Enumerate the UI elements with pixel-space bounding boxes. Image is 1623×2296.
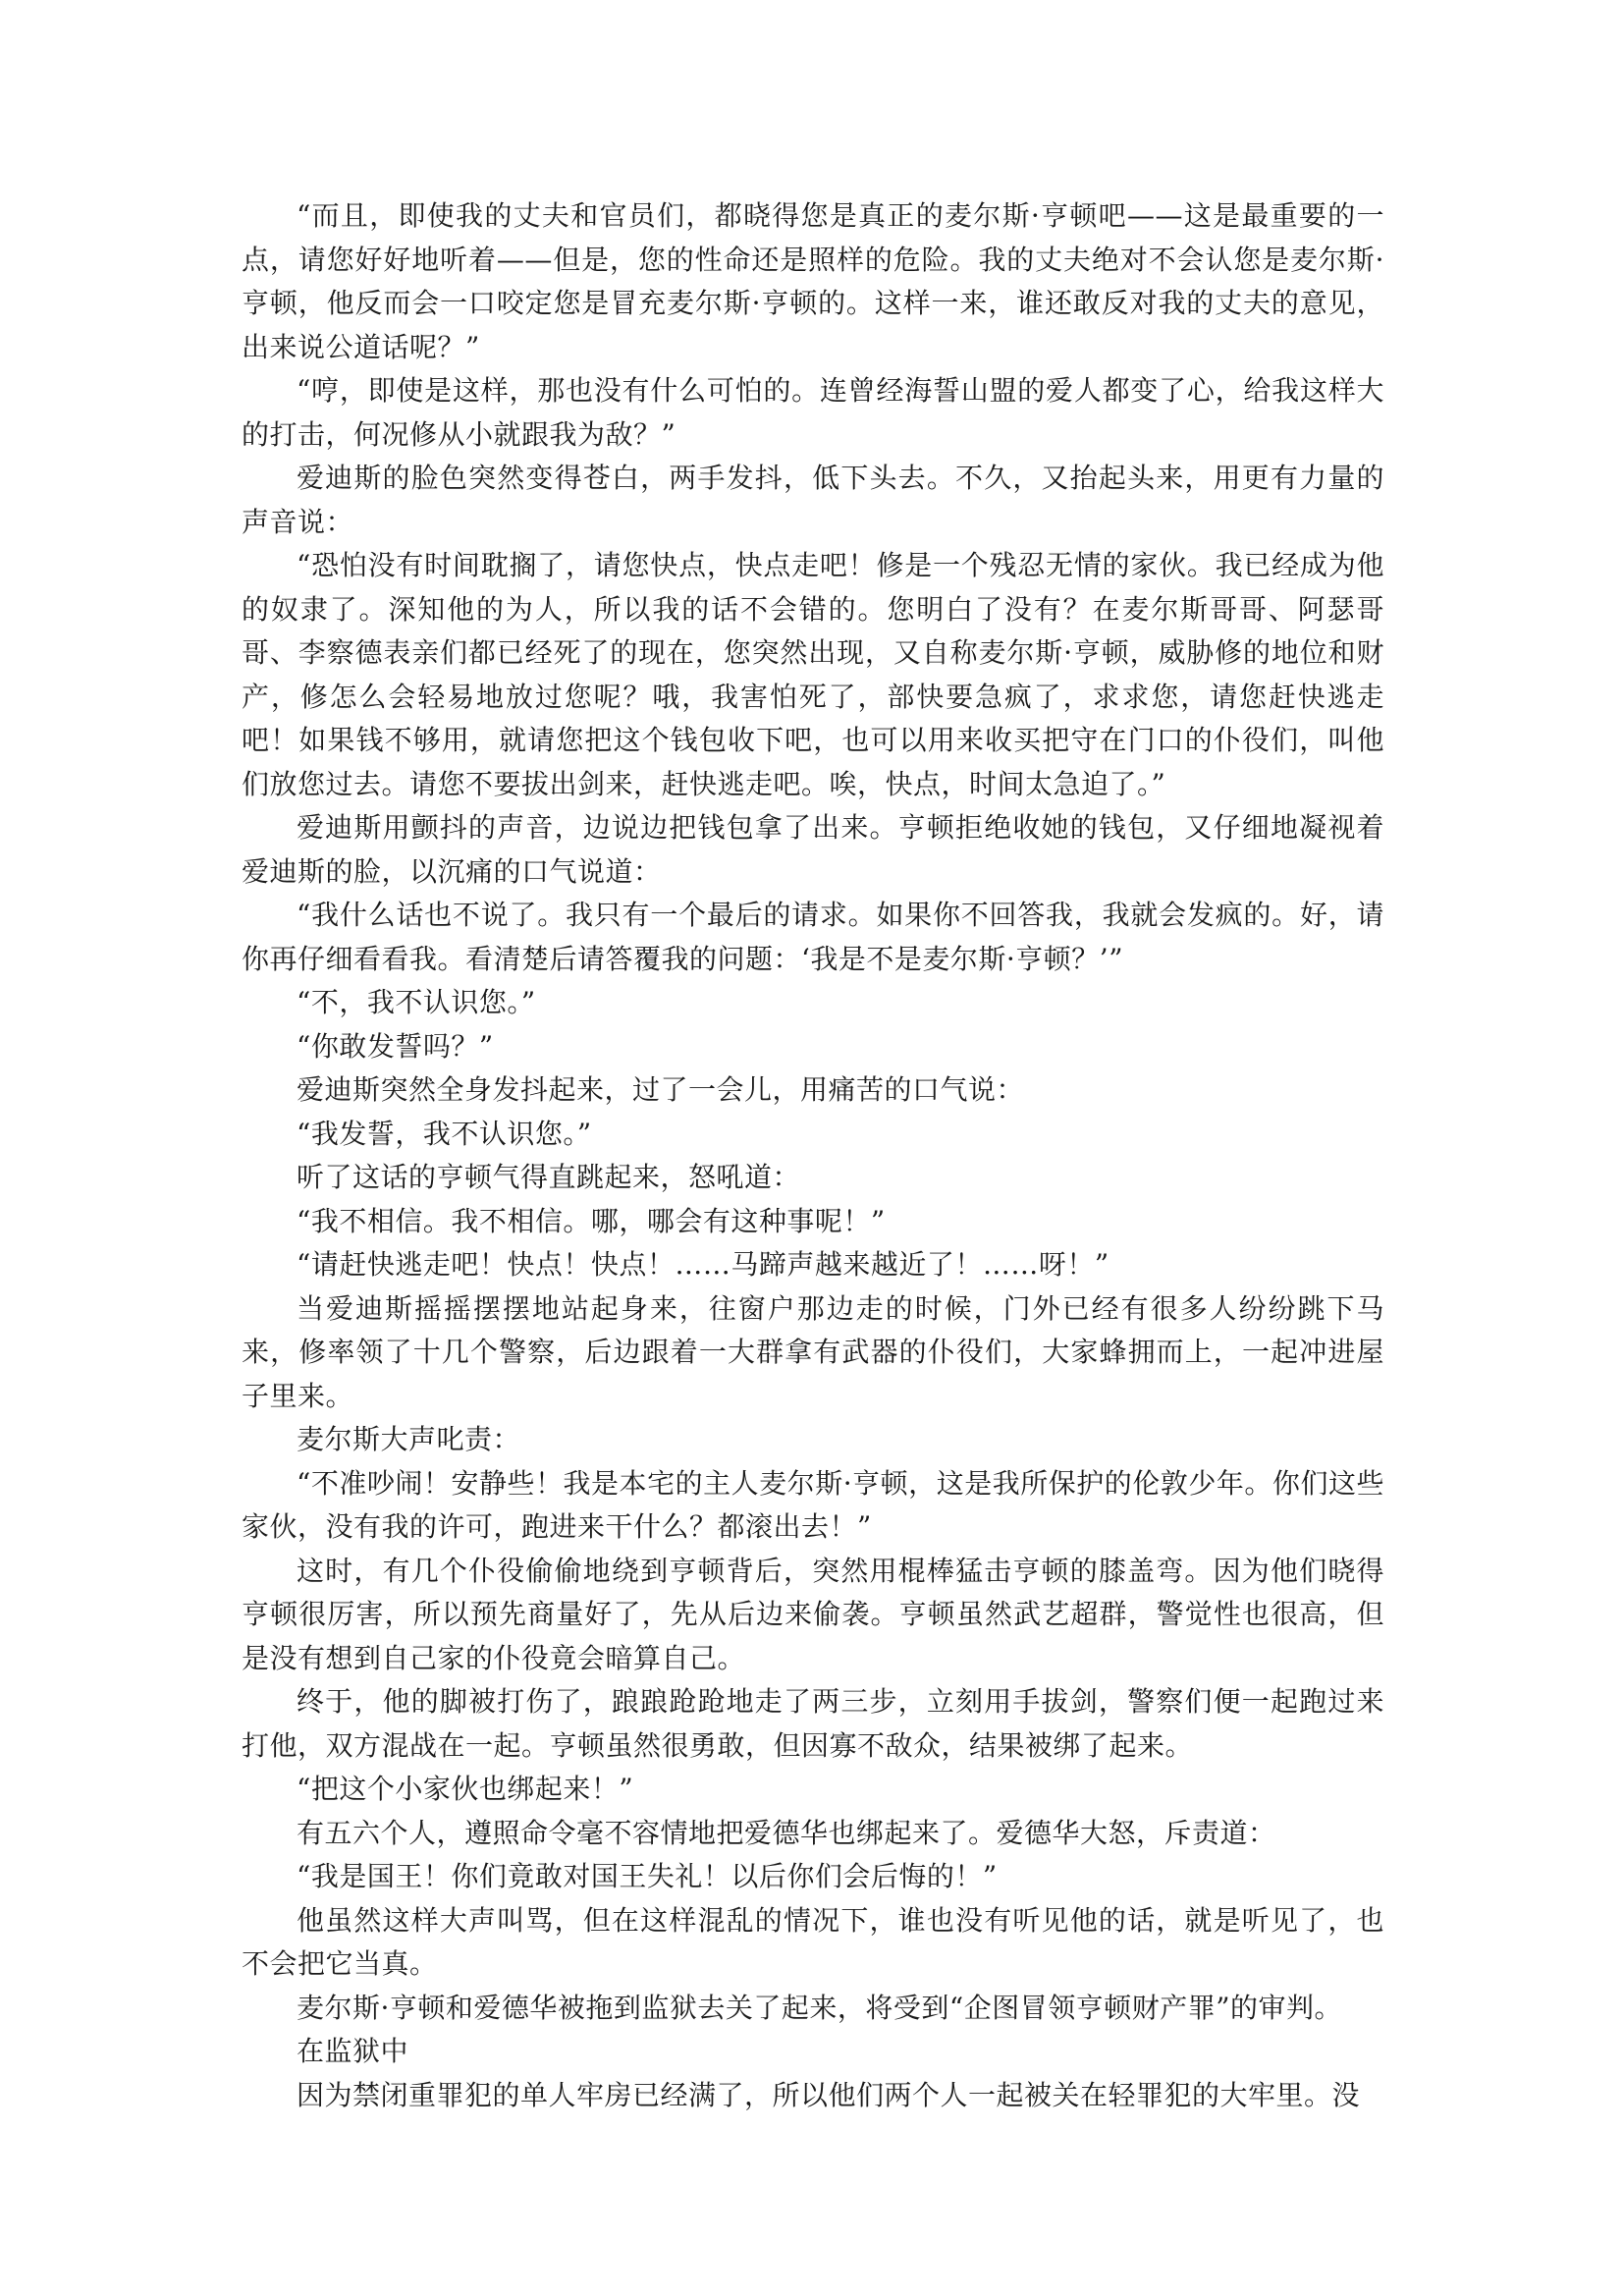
paragraph: 因为禁闭重罪犯的单人牢房已经满了，所以他们两个人一起被关在轻罪犯的大牢里。没 (297, 2078, 1361, 2111)
paragraph: “把这个小家伙也绑起来！” (297, 1773, 634, 1805)
section-heading: 在监狱中 (297, 2035, 409, 2067)
paragraph: 有五六个人，遵照命令毫不容情地把爱德华也绑起来了。爱德华大怒，斥责道： (297, 1816, 1276, 1849)
paragraph: 听了这话的亨顿气得直跳起来，怒吼道： (297, 1161, 801, 1193)
paragraph: 爱迪斯的脸色突然变得苍白，两手发抖，低下头去。不久，又抬起头来，用更有力量的声音说： (242, 462, 1384, 538)
paragraph: “而且，即使我的丈夫和官员们，都晓得您是真正的麦尔斯·亨顿吧——这是最重要的一点，请您好好地听着——但是，您的性命还是照样的危险。我的丈夫绝对不会认您是麦尔斯·亨顿，他反而会一口咬定您是冒充麦尔斯·亨顿的。这样一来，谁还敢反对我的丈夫的意见，出来说公道话呢？” (242, 199, 1384, 363)
paragraph: “我不相信。我不相信。哪，哪会有这种事呢！” (297, 1204, 886, 1237)
paragraph: “不，我不认识您。” (297, 986, 536, 1018)
paragraph: “哼，即使是这样，那也没有什么可怕的。连曾经海誓山盟的爱人都变了心，给我这样大的打击，何况修从小就跟我为敌？” (242, 374, 1384, 451)
paragraph: 麦尔斯大声叱责： (297, 1423, 521, 1455)
paragraph: “我发誓，我不认识您。” (297, 1117, 592, 1150)
paragraph: “恐怕没有时间耽搁了，请您快点，快点走吧！修是一个残忍无情的家伙。我已经成为他的奴隶了。深知他的为人，所以我的话不会错的。您明白了没有？在麦尔斯哥哥、阿瑟哥哥、李察德表亲们都已经死了的现在，您突然出现，又自称麦尔斯·亨顿，威胁修的地位和财产，修怎么会轻易地放过您呢？哦，我害怕死了，部快要急疯了，求求您，请您赶快逃走吧！如果钱不够用，就请您把这个钱包收下吧，也可以用来收买把守在门口的仆役们，叫他们放您过去。请您不要拔出剑来，赶快逃走吧。唉，快点，时间太急迫了。” (242, 549, 1384, 800)
paragraph: “你敢发誓吗？” (297, 1029, 494, 1063)
paragraph: 爱迪斯突然全身发抖起来，过了一会儿，用痛苦的口气说： (297, 1073, 1025, 1106)
paragraph: 麦尔斯·亨顿和爱德华被拖到监狱去关了起来，将受到“企图冒领亨顿财产罪”的审判。 (297, 1991, 1343, 2024)
document-body (242, 194, 1384, 2117)
paragraph: 这时，有几个仆役偷偷地绕到亨顿背后，突然用棍棒猛击亨顿的膝盖弯。因为他们晓得亨顿很厉害，所以预先商量好了，先从后边来偷袭。亨顿虽然武艺超群，警觉性也很高，但是没有想到自己家的仆役竟会暗算自己。 (242, 1554, 1384, 1674)
paragraph: 终于，他的脚被打伤了，踉踉跄跄地走了两三步，立刻用手拔剑，警察们便一起跑过来打他，双方混战在一起。亨顿虽然很勇敢，但因寡不敌众，结果被绑了起来。 (242, 1685, 1384, 1762)
paragraph: 爱迪斯用颤抖的声音，边说边把钱包拿了出来。亨顿拒绝收她的钱包，又仔细地凝视着爱迪斯的脸，以沉痛的口气说道： (242, 811, 1384, 888)
paragraph: “不准吵闹！安静些！我是本宅的主人麦尔斯·亨顿，这是我所保护的伦敦少年。你们这些家伙，没有我的许可，跑进来干什么？都滚出去！” (242, 1466, 1384, 1543)
paragraph: “请赶快逃走吧！快点！快点！……马蹄声越来越近了！……呀！” (297, 1248, 1109, 1281)
paragraph: 当爱迪斯摇摇摆摆地站起身来，往窗户那边走的时候，门外已经有很多人纷纷跳下马来，修率领了十几个警察，后边跟着一大群拿有武器的仆役们，大家蜂拥而上，一起冲进屋子里来。 (242, 1291, 1384, 1412)
paragraph: “我什么话也不说了。我只有一个最后的请求。如果你不回答我，我就会发疯的。好，请你再仔细看看我。看清楚后请答覆我的问题：‘我是不是麦尔斯·亨顿？’” (242, 899, 1384, 975)
paragraph: “我是国王！你们竟敢对国王失礼！以后你们会后悔的！” (297, 1860, 998, 1892)
paragraph: 他虽然这样大声叫骂，但在这样混乱的情况下，谁也没有听见他的话，就是听见了，也不会把它当真。 (242, 1903, 1384, 1980)
